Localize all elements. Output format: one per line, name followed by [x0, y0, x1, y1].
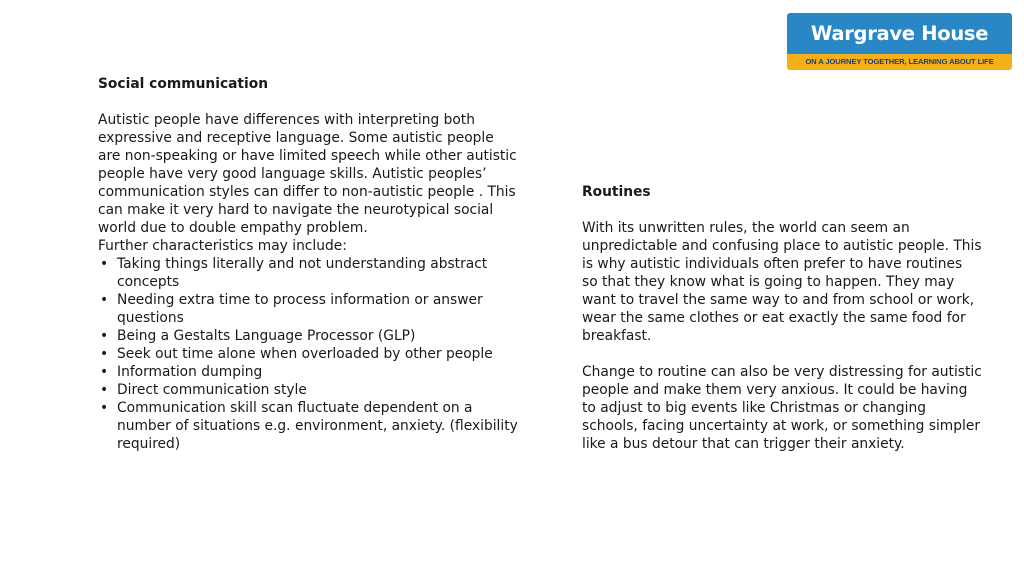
- routines-paragraph-1: With its unwritten rules, the world can seem an unpredictable and confusing place to autistic people. This is why autistic individuals often prefer to have routines so that they know what is going to happen. They may want to travel the same way to and from school or work, wear the same clothes or eat exactly the same food for breakfast.: [582, 220, 982, 344]
- routines-paragraph-2: Change to routine can also be very distressing for autistic people and make them very anxious. It could be having to adjust to big events like Christmas or changing schools, facing uncertainty at work, or something simpler like a bus detour that can trigger their anxiety.: [582, 364, 982, 452]
- logo-name: Wargrave House: [787, 13, 1012, 54]
- list-item: • Seek out time alone when overloaded by other people: [98, 345, 518, 363]
- characteristics-list: [98, 255, 518, 453]
- list-item: • Needing extra time to process information or answer questions: [98, 291, 518, 327]
- social-communication-section: [98, 75, 518, 453]
- list-item: • Communication skill scan fluctuate dependent on a number of situations e.g. environment, anxiety. (flexibility required): [98, 399, 518, 453]
- list-item: • Being a Gestalts Language Processor (GLP): [98, 327, 518, 345]
- logo-tagline: ON A JOURNEY TOGETHER, LEARNING ABOUT LIFE: [787, 54, 1012, 70]
- list-item: • Taking things literally and not understanding abstract concepts: [98, 255, 518, 291]
- routines-section: [582, 183, 982, 453]
- social-communication-heading: Social communication: [98, 76, 269, 92]
- wargrave-house-logo: [787, 13, 1012, 70]
- list-item: • Information dumping: [98, 363, 518, 381]
- social-communication-intro: Autistic people have differences with interpreting both expressive and receptive language. Some autistic people are non-speaking or have limited speech while other autistic people have very good language skills. Autistic peoples’ communication styles can differ to non-autistic people . This can make it very hard to navigate the neurotypical social world due to double empathy problem.: [98, 112, 517, 236]
- characteristics-lead: Further characteristics may include:: [98, 238, 347, 254]
- routines-heading: Routines: [582, 184, 651, 200]
- list-item: • Direct communication style: [98, 381, 518, 399]
